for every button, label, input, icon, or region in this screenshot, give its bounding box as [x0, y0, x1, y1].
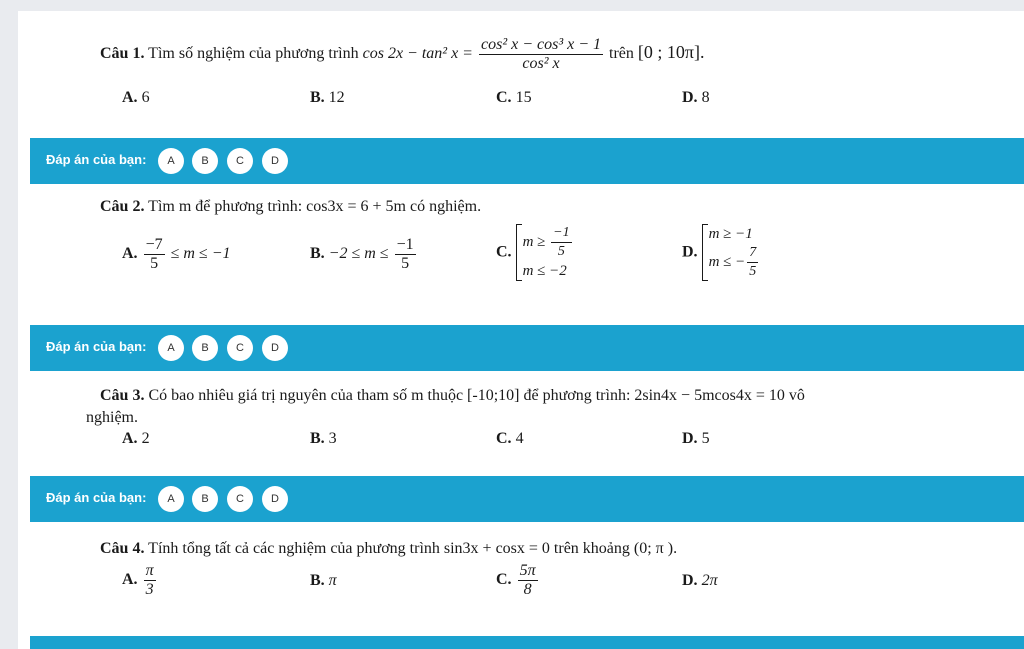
question-label: Câu 3.	[100, 387, 145, 404]
equation-left: cos 2x − tan² x =	[362, 45, 473, 62]
question-1	[100, 32, 704, 74]
answer-bar-title: Đáp án của bạn:	[46, 152, 147, 167]
option-d: D. 5	[682, 430, 710, 447]
option-b: B. −2 ≤ m ≤ $\frac{-1}{5}$	[310, 236, 414, 272]
answer-bar-3	[30, 476, 1024, 522]
option-a: A. $\frac{-7}{5}$ ≤ m ≤ −1	[122, 236, 231, 272]
question-label: Câu 2.	[100, 198, 145, 215]
choice-c-button[interactable]: C	[227, 486, 253, 512]
answer-bar-2	[30, 325, 1024, 371]
option-c: C. 15	[496, 89, 532, 106]
answer-bar-title: Đáp án của bạn:	[46, 490, 147, 505]
question-4	[100, 539, 677, 559]
answer-bar-1	[30, 138, 1024, 184]
answer-bar-title: Đáp án của bạn:	[46, 339, 147, 354]
choice-d-button[interactable]: D	[262, 486, 288, 512]
question-text: Có bao nhiêu giá trị nguyên của tham số m thuộc [-10;10] để phương trình: 2sin4x − 5mcos4x = 10 vô	[148, 387, 805, 404]
option-a: A. $\frac{\pi}{3}$	[122, 562, 154, 598]
question-label: Câu 4.	[100, 540, 145, 557]
choice-a-button[interactable]: A	[158, 486, 184, 512]
equation-interval: [0 ; 10π].	[637, 42, 705, 62]
question-3	[100, 386, 805, 406]
option-d: D. m ≥ −1 m ≤ − $\frac{7}{5}$	[682, 224, 760, 281]
option-b: B. 12	[310, 89, 345, 106]
choice-a-button[interactable]: A	[158, 335, 184, 361]
fraction-numerator: cos² x − cos³ x − 1	[480, 35, 602, 53]
choice-a-button[interactable]: A	[158, 148, 184, 174]
question-text: Tính tổng tất cả các nghiệm của phương trình sin3x + cosx = 0 trên khoảng (0; π ).	[148, 540, 678, 557]
question-text: Tìm số nghiệm của phương trình	[148, 45, 359, 62]
question-label: Câu 1.	[100, 45, 145, 62]
answer-bar-4	[30, 636, 1024, 649]
fraction-denominator: cos² x	[522, 54, 560, 72]
option-b: B. 3	[310, 430, 337, 447]
choice-d-button[interactable]: D	[262, 148, 288, 174]
choice-b-button[interactable]: B	[192, 486, 218, 512]
option-c: C. m ≥ $\frac{-1}{5}$ m ≤ −2	[496, 224, 574, 281]
choice-c-button[interactable]: C	[227, 148, 253, 174]
option-a: A. 6	[122, 89, 150, 106]
option-d: D. 2π	[682, 572, 718, 589]
question-3-continued: nghiệm.	[86, 409, 138, 426]
option-c: C. 4	[496, 430, 524, 447]
option-c: C. $\frac{5\pi}{8}$	[496, 562, 536, 598]
equation-after: trên	[609, 45, 634, 62]
question-text: Tìm m để phương trình: cos3x = 6 + 5m có nghiệm.	[148, 198, 482, 215]
choice-b-button[interactable]: B	[192, 148, 218, 174]
equation-fraction	[479, 36, 603, 73]
choice-c-button[interactable]: C	[227, 335, 253, 361]
option-a: A. 2	[122, 430, 150, 447]
question-2	[100, 197, 481, 217]
choice-d-button[interactable]: D	[262, 335, 288, 361]
choice-b-button[interactable]: B	[192, 335, 218, 361]
option-b: B. π	[310, 572, 337, 589]
option-d: D. 8	[682, 89, 710, 106]
